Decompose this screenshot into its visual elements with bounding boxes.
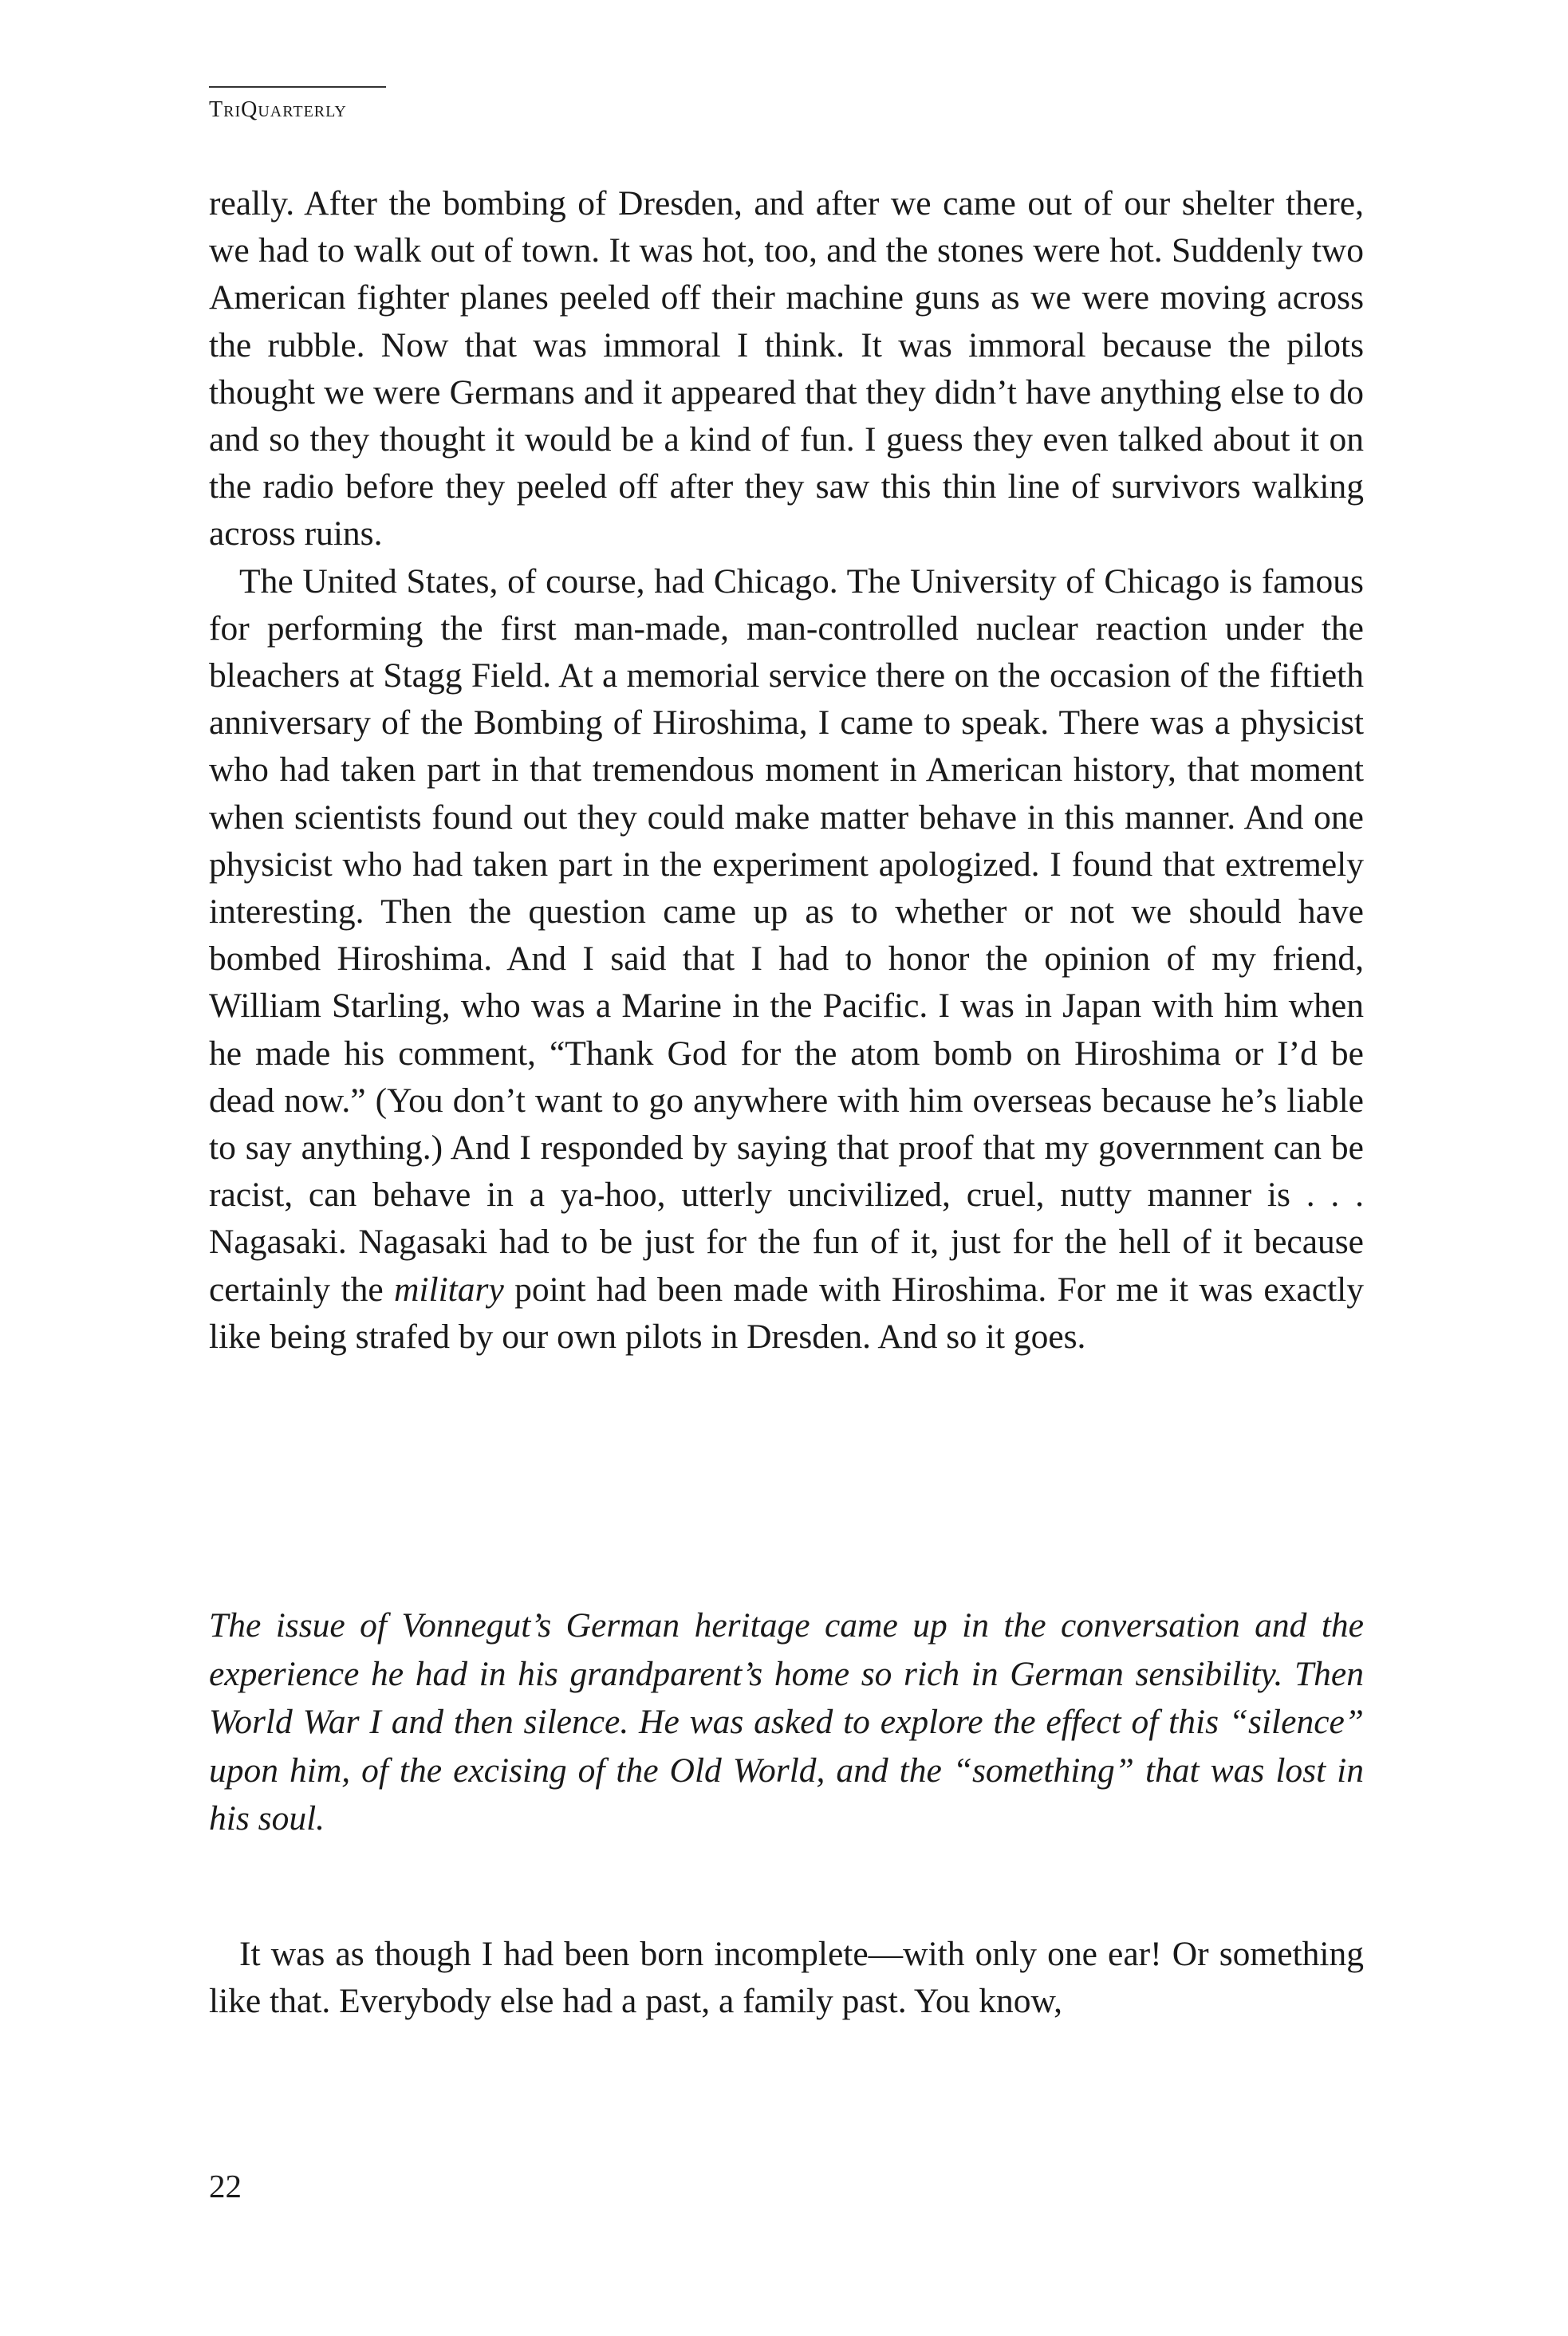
header-rule bbox=[209, 86, 386, 88]
continuation-paragraph: It was as though I had been born incomplete—with only one ear! Or something like that. Everybody else had a past, a family past. You know, bbox=[209, 1935, 1364, 2021]
page-number: 22 bbox=[209, 2168, 242, 2204]
editorial-note-text: The issue of Vonnegut’s German heritage came up in the conversation and the experience he had in his grandparent’s home so rich in German sensibility. Then World War I and then silence. He was asked to explore the effect of this “silence” upon him, of the excising of the Old World, and the “something” that was lost in his soul. bbox=[209, 1606, 1364, 1838]
emphasis-military: military bbox=[394, 1270, 504, 1309]
paragraph-2-part-2: point had been made with Hiroshima. For me it was exactly like being strafed by our own pilots in Dresden. And so it goes. bbox=[209, 1270, 1364, 1356]
running-head: TriQuarterly bbox=[209, 97, 347, 122]
editorial-note bbox=[209, 1601, 1364, 1843]
main-text bbox=[209, 180, 1364, 1361]
paragraph-2 bbox=[209, 558, 1364, 1361]
paragraph-1: really. After the bombing of Dresden, and after we came out of our shelter there, we had to walk out of town. It was hot, too, and the stones were hot. Suddenly two American fighter planes peeled off their machine guns as we were moving across the rubble. Now that was immoral I think. It was immoral because the pilots thought we were Germans and it appeared that they didn’t have anything else to do and so they thought it would be a kind of fun. I guess they even talked about it on the radio before they peeled off after they saw this thin line of survivors walking across ruins. bbox=[209, 184, 1364, 553]
paragraph-2-part-1: The United States, of course, had Chicago. The University of Chicago is famous for performing the first man-made, man-controlled nuclear reaction under the bleachers at Stagg Field. At a memorial service there on the occasion of the fiftieth anniversary of the Bombing of Hiroshima, I came to speak. There was a physicist who had taken part in that tremendous moment in American history, that moment when scientists found out they could make matter behave in this manner. And one physicist who had taken part in the experiment apologized. I found that extremely interesting. Then the question came up as to whether or not we should have bombed Hiroshima. And I said that I had to honor the opinion of my friend, William Starling, who was a Marine in the Pacific. I was in Japan with him when he made his comment, “Thank God for the atom bomb on Hiroshima or I’d be dead now.” (You don’t want to go anywhere with him overseas because he’s liable to say anything.) And I responded by saying that proof that my government can be racist, can behave in a ya-hoo, utterly uncivilized, cruel, nutty manner is . . . Nagasaki. Nagasaki had to be just for the fun of it, just for the hell of it because certainly the bbox=[209, 561, 1364, 1309]
continuation-text bbox=[209, 1931, 1364, 2025]
